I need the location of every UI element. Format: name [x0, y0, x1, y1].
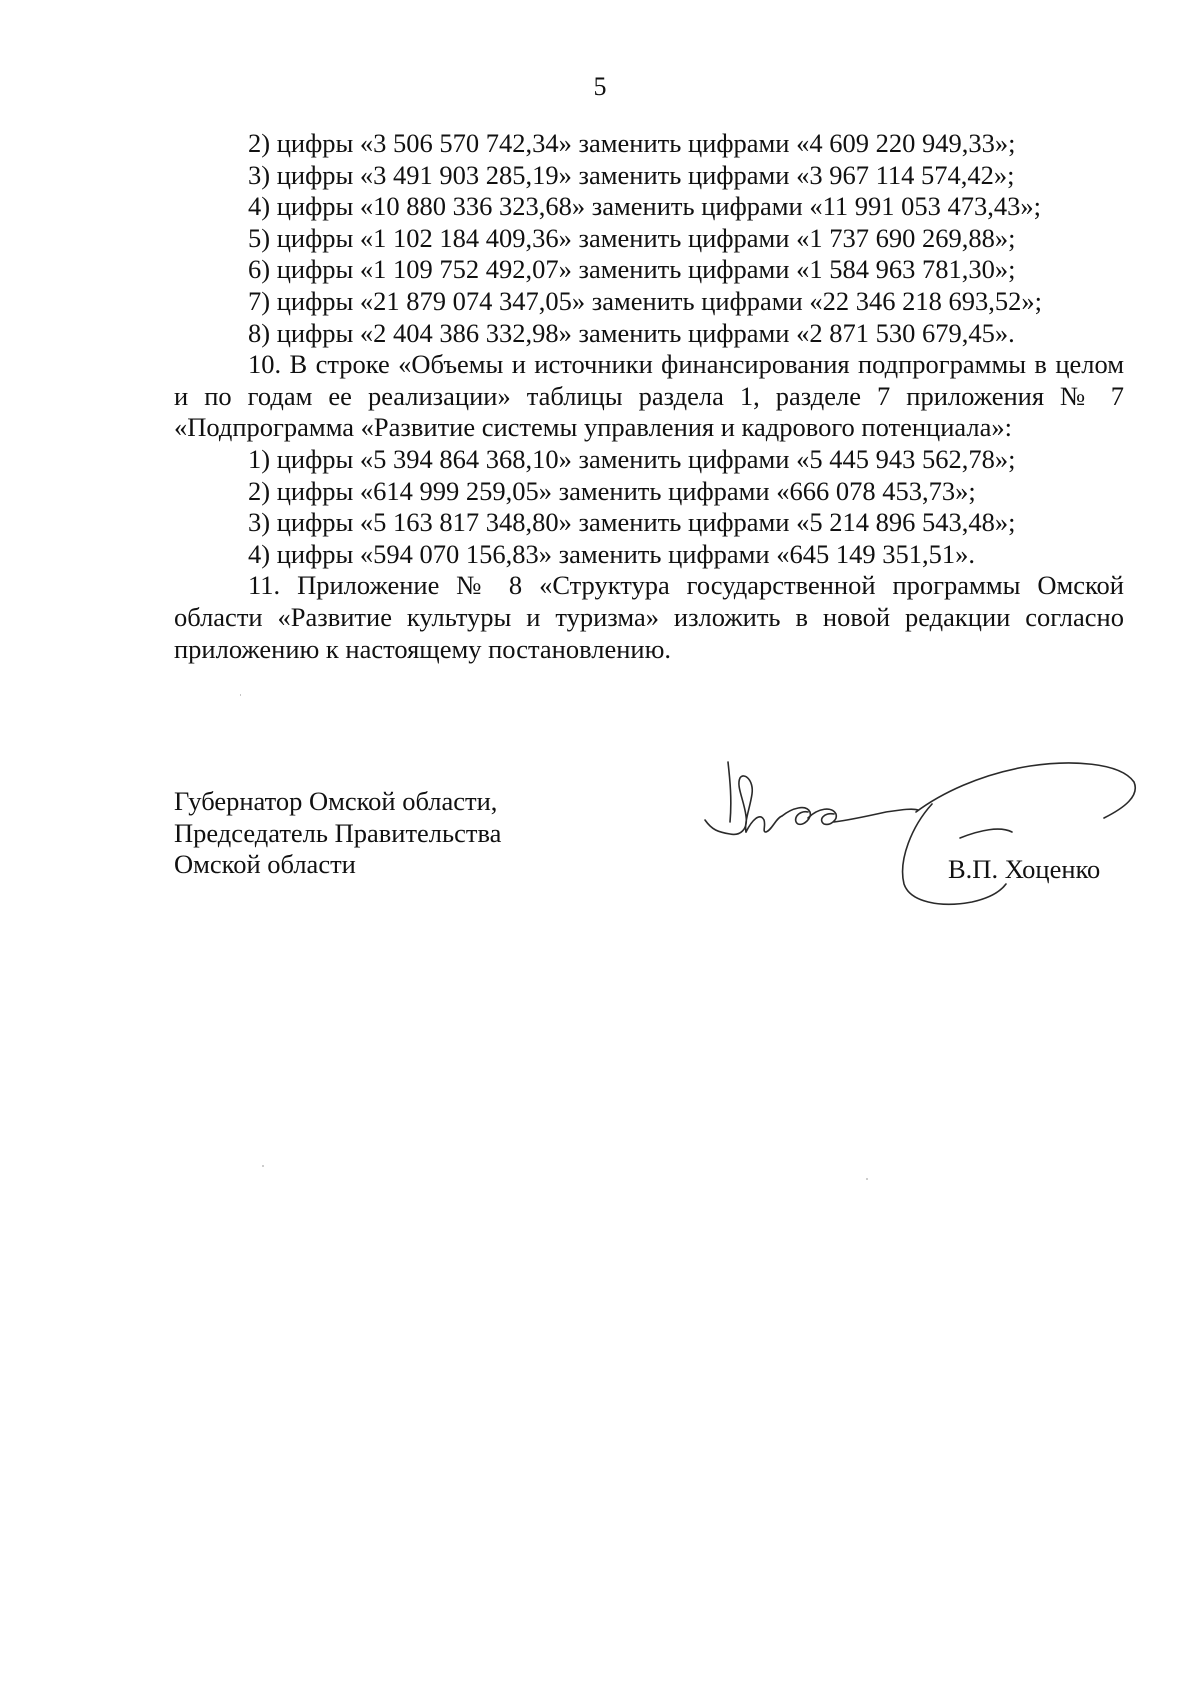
signatory-title	[174, 786, 501, 881]
document-body	[174, 128, 1124, 665]
amendment-line-2: 2) цифры «3 506 570 742,34» заменить цифрами «4 609 220 949,33»;	[248, 128, 1016, 158]
subitem-10-line-3: 3) цифры «5 163 817 348,80» заменить цифрами «5 214 896 543,48»;	[248, 507, 1016, 538]
signatory-title-line-2: Председатель Правительства	[174, 817, 502, 848]
amendment-line-6: 6) цифры «1 109 752 492,07» заменить цифрами «1 584 963 781,30»;	[248, 254, 1016, 285]
signer-name: В.П. Хоценко	[948, 854, 1101, 884]
signatory-title-line-1: Губернатор Омской области,	[174, 786, 498, 816]
scan-speck	[866, 1178, 868, 1180]
item-10-paragraph: 10. В строке «Объемы и источники финансирования подпрограммы в целом и по годам ее реализации» таблицы раздела 1, разделе 7 приложения № 7 «Подпрограмма «Развитие системы управления и кадрового потенциала»:	[174, 349, 1124, 443]
signatory-title-line-3: Омской области	[174, 849, 356, 880]
scan-speck	[240, 694, 241, 696]
amendment-line-3: 3) цифры «3 491 903 285,19» заменить цифрами «3 967 114 574,42»;	[248, 159, 1015, 190]
subitem-10-line-2: 2) цифры «614 999 259,05» заменить цифрами «666 078 453,73»;	[248, 475, 976, 506]
amendment-line-8: 8) цифры «2 404 386 332,98» заменить цифрами «2 871 530 679,45».	[248, 317, 1015, 348]
amendment-line-7: 7) цифры «21 879 074 347,05» заменить цифрами «22 346 218 693,52»;	[248, 285, 1042, 316]
amendment-line-4: 4) цифры «10 880 336 323,68» заменить цифрами «11 991 053 473,43»;	[248, 191, 1041, 222]
handwritten-signature	[700, 760, 1140, 910]
page-number: 5	[593, 72, 607, 101]
scan-speck	[262, 1165, 264, 1167]
subitem-10-line-4: 4) цифры «594 070 156,83» заменить цифрами «645 149 351,51».	[248, 538, 975, 569]
amendment-line-5: 5) цифры «1 102 184 409,36» заменить цифрами «1 737 690 269,88»;	[248, 222, 1016, 253]
item-11-paragraph: 11. Приложение № 8 «Структура государственной программы Омской области «Развитие культуры и туризма» изложить в новой редакции согласно приложению к настоящему постановлению.	[174, 570, 1124, 664]
subitem-10-line-1: 1) цифры «5 394 864 368,10» заменить цифрами «5 445 943 562,78»;	[248, 443, 1016, 474]
